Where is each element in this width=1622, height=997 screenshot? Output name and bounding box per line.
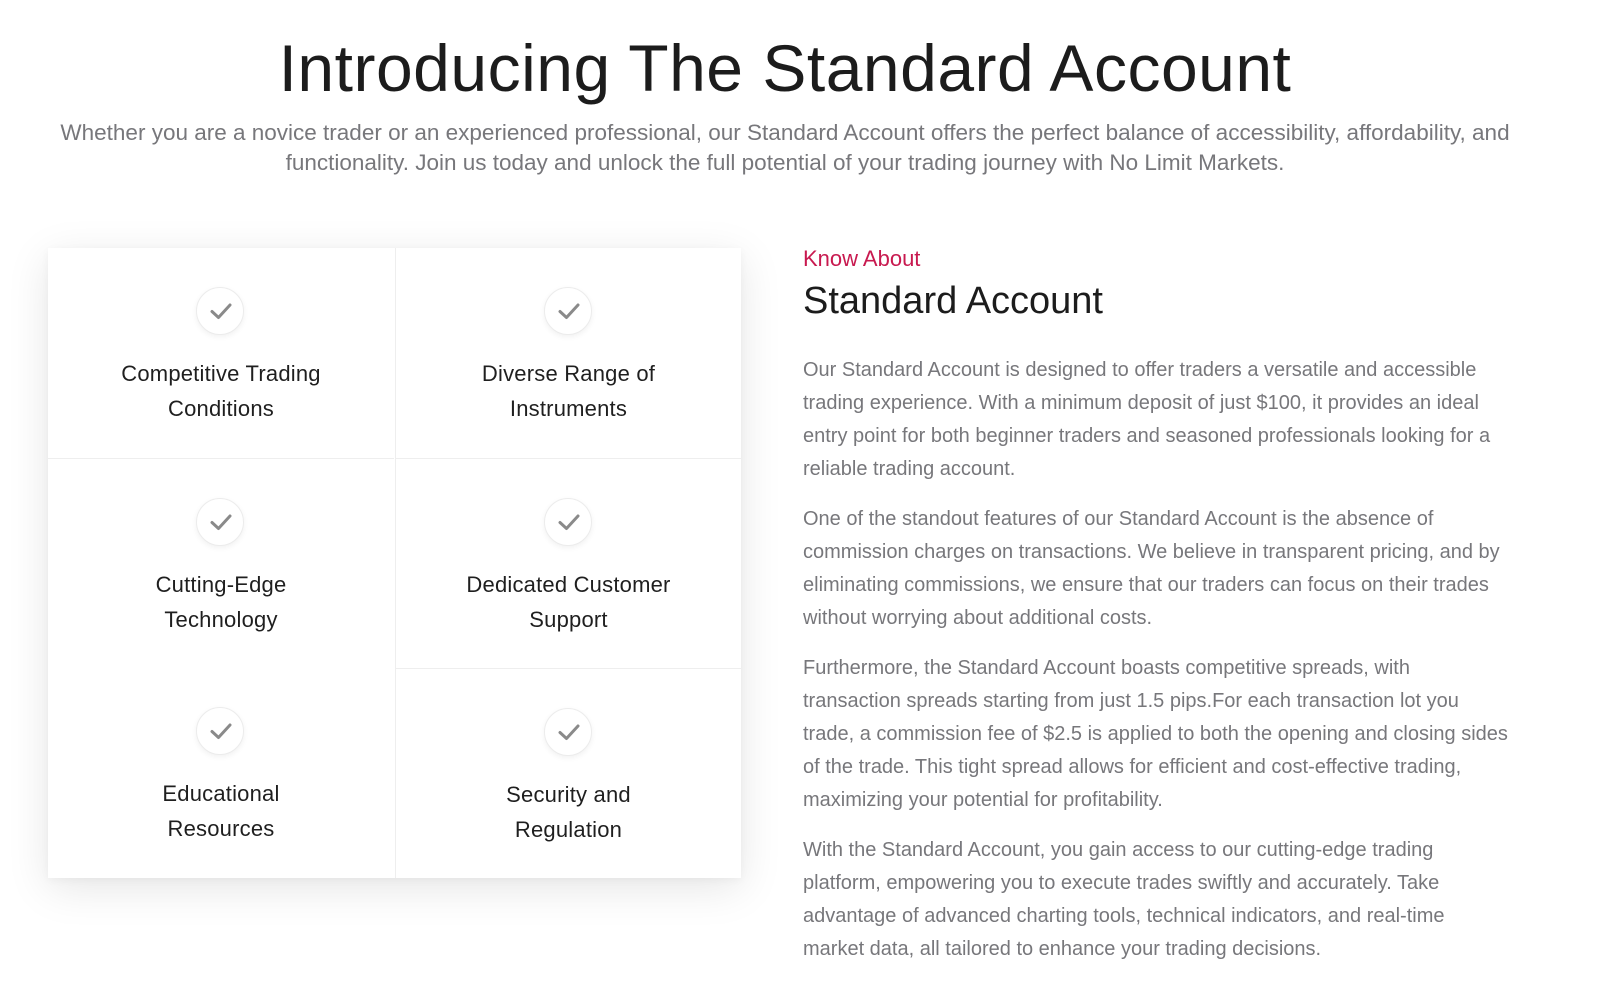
feature-label xyxy=(416,777,721,847)
feature-label-line: Conditions xyxy=(168,396,274,421)
feature-label-line: Dedicated Customer xyxy=(466,572,671,597)
about-section xyxy=(803,244,1513,960)
check-icon xyxy=(196,498,244,546)
feature-label-line: Competitive Trading xyxy=(121,361,321,386)
feature-label-line: Cutting-Edge xyxy=(155,572,287,597)
about-paragraph: Our Standard Account is designed to offer traders a versatile and accessible trading experience. With a minimum deposit of just $100, it provides an ideal entry point for both beginner traders and seasoned professionals looking for a reliable trading account. xyxy=(803,359,1491,480)
feature-label xyxy=(416,356,721,426)
check-icon xyxy=(196,287,244,335)
section-title: Standard Account xyxy=(803,280,1103,322)
about-paragraph: Furthermore, the Standard Account boasts competitive spreads, with transaction spreads starting from just 1.5 pips.For each transaction lot you trade, a commission fee of $2.5 is applied to both the opening and closing sides of the trade. This tight spread allows for efficient and cost-effective trading, maximizing your potential for profitability. xyxy=(803,657,1508,811)
about-paragraph: One of the standout features of our Standard Account is the absence of commission charges on transactions. We believe in transparent pricing, and by eliminating commissions, we ensure that our traders can focus on their trades without worrying about additional costs. xyxy=(803,508,1500,629)
section-eyebrow: Know About xyxy=(803,246,921,271)
feature-card-security-and-regulation xyxy=(395,668,741,878)
feature-label xyxy=(68,776,374,846)
feature-label-line: Regulation xyxy=(514,817,623,842)
check-icon xyxy=(544,708,592,756)
features-grid xyxy=(48,248,741,878)
about-paragraph: With the Standard Account, you gain access to our cutting-edge trading platform, empowering you to execute trades swiftly and accurately. Take advantage of advanced charting tools, technical indicators, and real-time market data, all tailored to enhance your trading decisions. xyxy=(803,839,1445,960)
feature-label-line: Security and xyxy=(506,782,631,807)
feature-card-dedicated-customer-support xyxy=(395,458,741,668)
feature-label xyxy=(416,567,721,637)
feature-label-line: Educational xyxy=(162,781,280,806)
page-title: Introducing The Standard Account xyxy=(278,31,1292,105)
feature-card-educational-resources xyxy=(48,668,394,878)
feature-card-diverse-range-of-instruments xyxy=(395,248,741,458)
feature-label-line: Instruments xyxy=(509,396,628,421)
feature-label xyxy=(68,356,374,426)
check-icon xyxy=(196,707,244,755)
feature-label-line: Diverse Range of xyxy=(481,361,656,386)
check-icon xyxy=(544,287,592,335)
feature-label-line: Technology xyxy=(164,607,278,632)
feature-label-line: Support xyxy=(529,607,608,632)
feature-label-line: Resources xyxy=(167,816,275,841)
check-icon xyxy=(544,498,592,546)
feature-label xyxy=(68,567,374,637)
hero-subtitle: Whether you are a novice trader or an experienced professional, our Standard Account offers the perfect balance of accessibility, affordability, and functionality. Join us today and unlock the full potential of your trading journey with No Limit Markets. xyxy=(60,120,1510,175)
feature-card-cutting-edge-technology xyxy=(48,458,394,668)
feature-card-competitive-trading-conditions xyxy=(48,248,394,458)
